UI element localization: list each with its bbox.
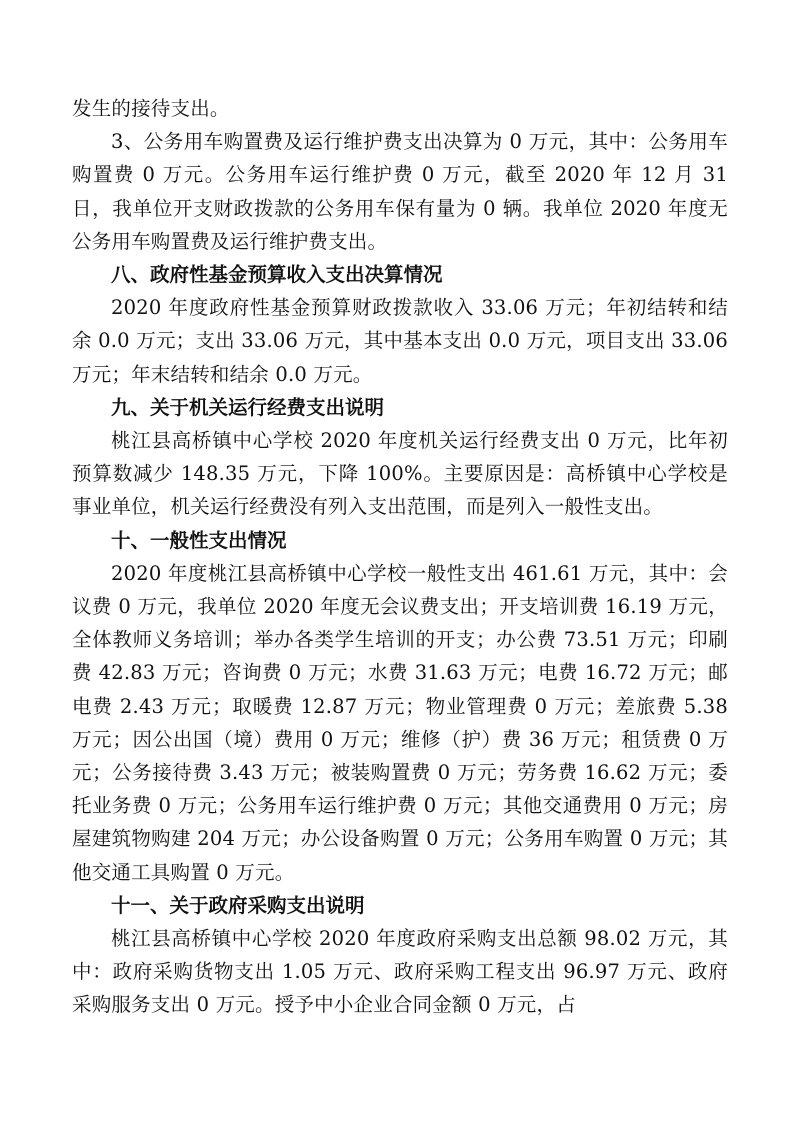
heading-section-10: 十、一般性支出情况 bbox=[111, 528, 287, 552]
paragraph-vehicle-expense: 3、公务用车购置费及运行维护费支出决算为 0 万元，其中：公务用车购置费 0 万元。公务用车运行维护费 0 万元，截至 2020 年 12 月 31 日，我单位开支财政拨款的公务用车保有量为 0 辆。我单位 2020 年度无公务用车购置费及运行维护费支出。 bbox=[72, 130, 728, 253]
document-body bbox=[72, 92, 728, 1022]
heading-section-9: 九、关于机关运行经费支出说明 bbox=[111, 395, 385, 419]
paragraph-continuation: 发生的接待支出。 bbox=[72, 97, 230, 120]
paragraph-government-fund: 2020 年度政府性基金预算财政拨款收入 33.06 万元；年初结转和结余 0.0 万元；支出 33.06 万元，其中基本支出 0.0 万元，项目支出 33.06 万元；年末结转和结余 0.0 万元。 bbox=[72, 296, 728, 386]
heading-section-8: 八、政府性基金预算收入支出决算情况 bbox=[111, 263, 443, 287]
paragraph-operating-expense: 桃江县高桥镇中心学校 2020 年度机关运行经费支出 0 万元，比年初预算数减少 148.35 万元，下降 100%。主要原因是：高桥镇中心学校是事业单位，机关运行经费没有列入支出范围，而是列入一般性支出。 bbox=[72, 429, 728, 519]
paragraph-procurement: 桃江县高桥镇中心学校 2020 年度政府采购支出总额 98.02 万元，其中：政府采购货物支出 1.05 万元、政府采购工程支出 96.97 万元、政府采购服务支出 0 万元。授予中小企业合同金额 0 万元，占 bbox=[72, 927, 728, 1017]
paragraph-general-expense: 2020 年度桃江县高桥镇中心学校一般性支出 461.61 万元，其中：会议费 0 万元，我单位 2020 年度无会议费支出；开支培训费 16.19 万元，全体教师义务培训；举办各类学生培训的开支；办公费 73.51 万元；印刷费 42.83 万元；咨询费 0 万元；水费 31.63 万元；电费 16.72 万元；邮电费 2.43 万元；取暖费 12.87 万元；物业管理费 0 万元；差旅费 5.38 万元；因公出国（境）费用 0 万元；维修（护）费 36 万元；租赁费 0 万元；公务接待费 3.43 万元；被装购置费 0 万元；劳务费 16.62 万元；委托业务费 0 万元；公务用车运行维护费 0 万元；其他交通费用 0 万元；房屋建筑物购建 204 万元；办公设备购置 0 万元；公务用车购置 0 万元；其他交通工具购置 0 万元。 bbox=[72, 561, 728, 884]
heading-section-11: 十一、关于政府采购支出说明 bbox=[111, 893, 365, 917]
